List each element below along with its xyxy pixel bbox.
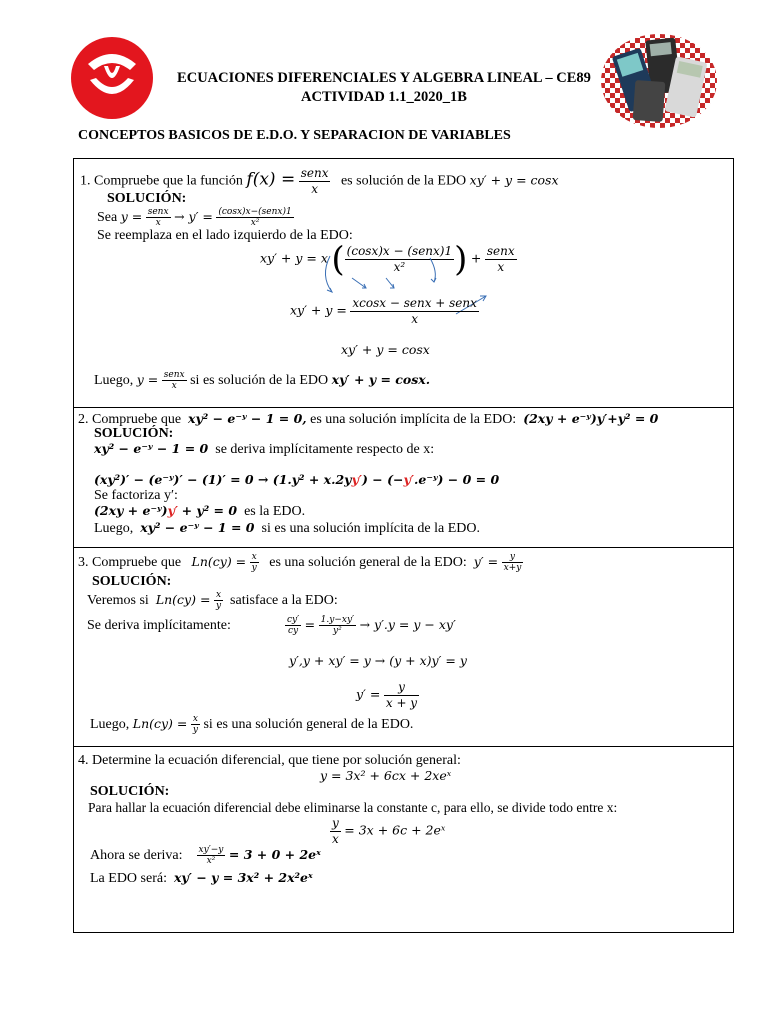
problem-4-general-solution: y = 3x² + 6cx + 2xeˣ bbox=[320, 768, 452, 783]
activity-title: ACTIVIDAD 1.1_2020_1B bbox=[301, 89, 467, 105]
problem-2-line-1: xy² − e⁻ʸ − 1 = 0 se deriva implícitamente respecto de x: bbox=[94, 441, 435, 457]
problem-4-explanation: Para hallar la ecuación diferencial debe eliminarse la constante c, para ello, se divide todo entre x: bbox=[88, 800, 618, 815]
problem-1-statement: 1. Compruebe que la función f(x) = $\frac{\text{senx}}{x}$ es solución de la EDO xy′ + y = cosx bbox=[80, 166, 559, 196]
problem-2-line-4: (2xy + e⁻ʸ)y′ + y² = 0 es la EDO. bbox=[94, 503, 306, 519]
problem-1-solution-label: SOLUCIÓN: bbox=[107, 191, 187, 206]
problem-4-final-edo: La EDO será: xy′ − y = 3x² + 2x²eˣ bbox=[90, 870, 313, 886]
problem-3-veremos-line: Veremos si Ln(cy) = $\frac{x}{y}$ satisface a la EDO: bbox=[87, 590, 338, 612]
problem-2-statement: 2. Compruebe que xy² − e⁻ʸ − 1 = 0, es una solución implícita de la EDO: (2xy + e⁻ʸ)y′+y² = 0 bbox=[78, 411, 659, 427]
problem-3-derive-equation: $\frac{cy'}{cy}$ = $\frac{1.y-xy'}{\text{y²}}$ → y′.y = y − xy′ bbox=[287, 615, 456, 637]
problem-1-equation-2: xy′ + y = $\frac{\text{xcosx − senx + senx}}{x}$ bbox=[290, 296, 477, 326]
problem-4-statement: 4. Determine la ecuación diferencial, que tiene por solución general: bbox=[78, 753, 461, 768]
problem-4-derive-line: Ahora se deriva: $\frac{xy'-y}{\text{x²}}$ = 3 + 0 + 2eˣ bbox=[90, 845, 321, 867]
problem-2-solution-label: SOLUCIÓN: bbox=[94, 426, 174, 441]
section-title: CONCEPTOS BASICOS DE E.D.O. Y SEPARACION DE VARIABLES bbox=[78, 128, 511, 143]
problem-1-conclusion: Luego, y = $\frac{\text{senx}}{x}$ si es solución de la EDO xy′ + y = cosx. bbox=[94, 370, 431, 392]
problem-2-conclusion: Luego, xy² − e⁻ʸ − 1 = 0 si es una solución implícita de la EDO. bbox=[94, 520, 481, 536]
course-title: ECUACIONES DIFERENCIALES Y ALGEBRA LINEAL – CE89 bbox=[177, 70, 591, 86]
problem-4-solution-label: SOLUCIÓN: bbox=[90, 784, 170, 799]
problem-1-equation-1: xy′ + y = x ( $\frac{\text{(cosx)x − (senx)1}}{\text{x²}}$ ) + $\frac{\text{senx}}{x}$ bbox=[260, 239, 515, 280]
problem-1-equation-3: xy′ + y = cosx bbox=[341, 342, 430, 357]
row-divider bbox=[73, 746, 734, 747]
problem-2-factor-text: Se factoriza y′: bbox=[94, 488, 178, 503]
problem-3-line-2: y′,y + xy′ = y → (y + x)y′ = y bbox=[289, 653, 467, 668]
problem-1-replace-text: Se reemplaza en el lado izquierdo de la EDO: bbox=[97, 228, 353, 243]
problem-3-derive-label: Se deriva implícitamente: bbox=[87, 618, 231, 633]
problem-1-sea-line: Sea y = $\frac{\text{senx}}{x}$ → y′ = $\frac{\text{(cosx)x−(senx)1}}{\text{x²}}$ bbox=[97, 207, 292, 229]
problem-3-conclusion: Luego, Ln(cy) = $\frac{x}{y}$ si es una solución general de la EDO. bbox=[90, 714, 414, 736]
calculators-image bbox=[600, 33, 718, 129]
problem-3-solution-label: SOLUCIÓN: bbox=[92, 574, 172, 589]
problem-4-line-1: $\frac{y}{x}$ = 3x + 6c + 2eˣ bbox=[332, 816, 446, 846]
problem-3-line-3: y′ = $\frac{y}{x + y}$ bbox=[356, 680, 418, 710]
problem-2-line-2: (xy²)′ − (e⁻ʸ)′ − (1)′ = 0 → (1.y² + x.2yy′) − (−y′.e⁻ʸ) − 0 = 0 bbox=[94, 472, 500, 487]
row-divider bbox=[73, 547, 734, 548]
problem-3-statement: 3. Compruebe que Ln(cy) = $\frac{x}{y}$ es una solución general de la EDO: y′ = $\frac{y}{x+y}$ bbox=[78, 552, 522, 574]
row-divider bbox=[73, 407, 734, 408]
